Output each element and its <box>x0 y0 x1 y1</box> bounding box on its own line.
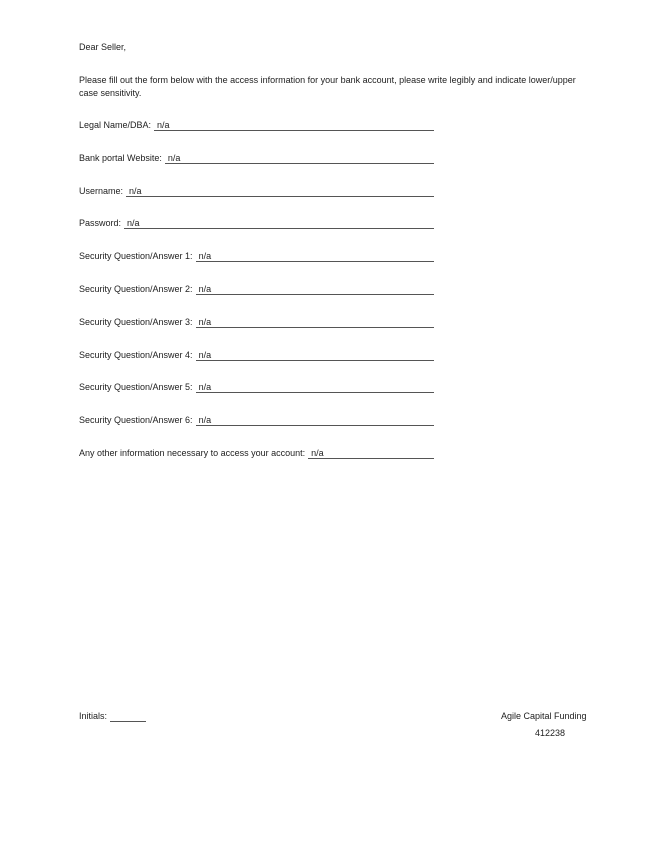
company-name: Agile Capital Funding <box>501 711 587 721</box>
form-field-bank-portal <box>79 153 434 186</box>
field-label: Security Question/Answer 3: <box>79 316 193 327</box>
form-field-security-3 <box>79 317 434 350</box>
field-value[interactable]: n/a <box>196 382 434 393</box>
field-label: Username: <box>79 185 124 196</box>
field-label: Security Question/Answer 6: <box>79 415 193 426</box>
field-value[interactable]: n/a <box>308 448 434 459</box>
field-label: Security Question/Answer 5: <box>79 382 193 393</box>
form-field-security-4 <box>79 350 434 383</box>
field-value[interactable]: n/a <box>165 153 434 164</box>
field-value[interactable]: n/a <box>196 415 434 426</box>
field-label: Legal Name/DBA: <box>79 120 152 130</box>
initials-field <box>79 711 146 722</box>
form-field-username <box>79 186 434 219</box>
form-field-password <box>79 218 434 251</box>
initials-label: Initials: <box>79 711 108 721</box>
field-value[interactable]: n/a <box>126 186 434 197</box>
field-label: Any other information necessary to access your account: <box>79 447 306 458</box>
field-value[interactable]: n/a <box>196 251 434 262</box>
field-value[interactable]: n/a <box>196 284 434 295</box>
field-label: Password: <box>79 218 122 229</box>
field-label: Bank portal Website: <box>79 152 162 163</box>
field-value[interactable]: n/a <box>196 350 434 361</box>
initials-blank[interactable] <box>110 711 146 722</box>
field-label: Security Question/Answer 4: <box>79 349 193 360</box>
form-field-security-1 <box>79 251 434 284</box>
intro-paragraph: Please fill out the form below with the access information for your bank account, please write legibly and indicate lower/upper case sensitivity. <box>79 75 576 98</box>
field-label: Security Question/Answer 2: <box>79 283 193 294</box>
form-field-security-6 <box>79 415 434 448</box>
field-value[interactable]: n/a <box>154 120 434 131</box>
form-field-other-info <box>79 448 434 481</box>
greeting: Dear Seller, <box>79 42 127 52</box>
field-value[interactable]: n/a <box>124 218 434 229</box>
form-field-security-5 <box>79 382 434 415</box>
reference-number: 412238 <box>535 728 566 738</box>
field-label: Security Question/Answer 1: <box>79 251 193 262</box>
access-form <box>79 120 434 481</box>
field-value[interactable]: n/a <box>196 317 434 328</box>
form-field-legal-name <box>79 120 434 153</box>
form-field-security-2 <box>79 284 434 317</box>
